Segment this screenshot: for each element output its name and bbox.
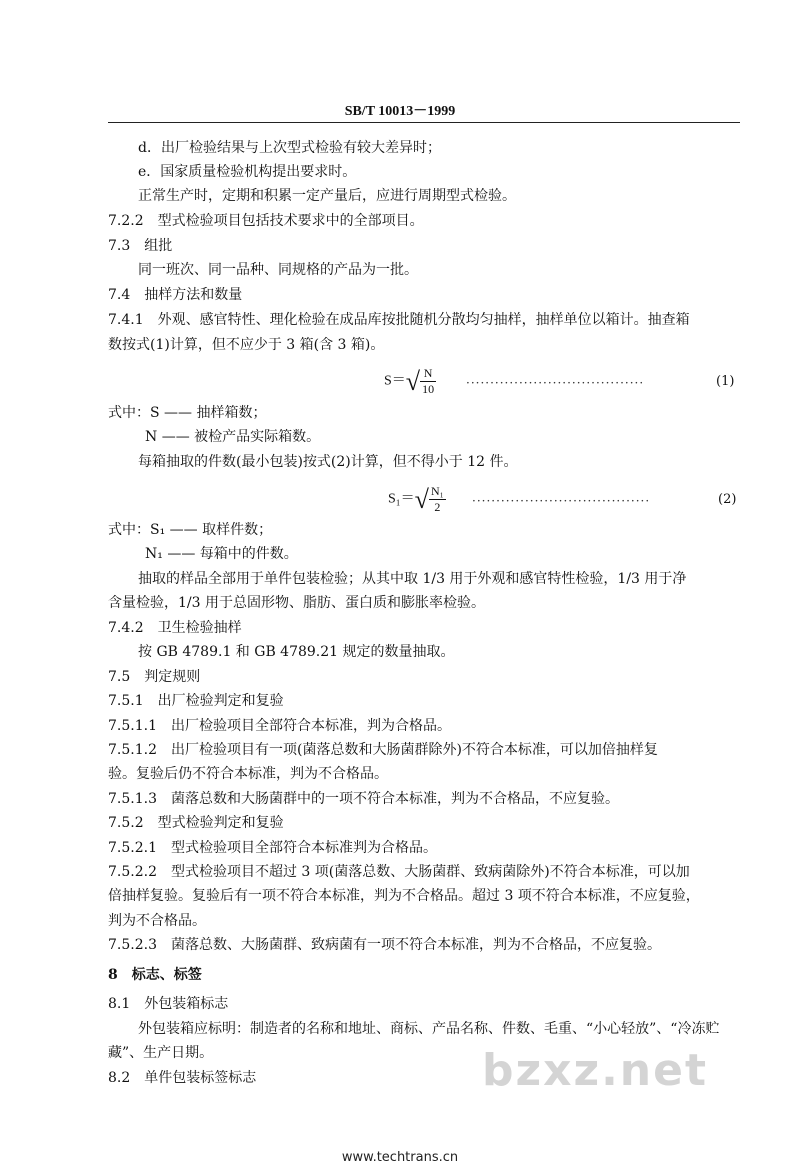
clause-7-5-2-3: 7.5.2.3 菌落总数、大肠菌群、致病菌有一项不符合本标准，判为不合格品，不应复验。 xyxy=(108,937,661,953)
text-line: 每箱抽取的件数(最小包装)按式(2)计算，但不得小于 12 件。 xyxy=(138,454,518,470)
text-line: N —— 被检产品实际箱数。 xyxy=(145,429,321,445)
formula-2-numerator: N₁ xyxy=(430,484,444,498)
clause-8-1-heading: 8.1 外包装箱标志 xyxy=(108,996,229,1012)
clause-7-5-2-1: 7.5.2.1 型式检验项目全部符合本标准判为合格品。 xyxy=(108,840,437,856)
clause-7-5-1-1: 7.5.1.1 出厂检验项目全部符合本标准，判为合格品。 xyxy=(108,718,451,734)
leader-dots: ····································· xyxy=(466,376,645,390)
watermark: bzxz.net xyxy=(482,1045,709,1096)
clause-7-4-1: 7.4.1 外观、感官特性、理化检验在成品库按批随机分散均匀抽样，抽样单位以箱计。抽查箱 xyxy=(108,312,690,328)
text-line: 判为不合格品。 xyxy=(108,913,206,929)
clause-7-5-1: 7.5.1 出厂检验判定和复验 xyxy=(108,693,284,709)
text-line: e．国家质量检验机构提出要求时。 xyxy=(138,164,357,180)
formula-1-numerator: N xyxy=(420,366,436,382)
text-line: d．出厂检验结果与上次型式检验有较大差异时； xyxy=(138,140,441,156)
clause-7-2-2: 7.2.2 型式检验项目包括技术要求中的全部项目。 xyxy=(108,213,424,229)
text-line: 式中：S₁ —— 取样件数； xyxy=(108,522,273,538)
clause-7-4-2: 7.4.2 卫生检验抽样 xyxy=(108,620,242,636)
sqrt-symbol: √ xyxy=(414,484,429,514)
standard-code-header: SB/T 10013－1999 xyxy=(344,104,456,119)
formula-2-lhs: S₁＝ xyxy=(388,491,415,507)
clause-7-5-1-3: 7.5.1.3 菌落总数和大肠菌群中的一项不符合本标准，判为不合格品，不应复验。 xyxy=(108,791,619,807)
formula-1-denominator: 10 xyxy=(422,382,435,396)
formula-2-denominator: 2 xyxy=(434,500,441,514)
clause-7-5-1-2: 7.5.1.2 出厂检验项目有一项(菌落总数和大肠菌群除外)不符合本标准，可以加倍抽样复 xyxy=(108,742,658,758)
clause-7-3-heading: 7.3 组批 xyxy=(108,238,173,254)
text-line: 倍抽样复验。复验后有一项不符合本标准，判为不合格品。超过 3 项不符合本标准，不应复验， xyxy=(108,888,700,904)
text-line: 数按式(1)计算，但不应少于 3 箱(含 3 箱)。 xyxy=(108,337,385,353)
clause-7-5-2-2: 7.5.2.2 型式检验项目不超过 3 项(菌落总数、大肠菌群、致病菌除外)不符合本标准，可以加 xyxy=(108,864,690,880)
text-line: 含量检验，1/3 用于总固形物、脂肪、蛋白质和膨胀率检验。 xyxy=(108,595,485,611)
formula-2-fraction xyxy=(429,484,446,515)
text-line: 藏”、生产日期。 xyxy=(108,1045,214,1061)
sqrt-symbol: √ xyxy=(405,366,421,396)
text-line: 抽取的样品全部用于单件包装检验；从其中取 1/3 用于外观和感官特性检验，1/3 用于净 xyxy=(138,571,687,587)
formula-1-fraction xyxy=(420,366,436,397)
text-line: 外包装箱应标明：制造者的名称和地址、商标、产品名称、件数、毛重、“小心轻放”、“冷冻贮 xyxy=(138,1021,720,1037)
clause-7-5-2: 7.5.2 型式检验判定和复验 xyxy=(108,815,284,831)
formula-1 xyxy=(384,366,436,397)
formula-2 xyxy=(388,484,446,515)
header-rule xyxy=(108,122,740,123)
text-line: 正常生产时，定期和积累一定产量后，应进行周期型式检验。 xyxy=(138,188,516,204)
footer-url: www.techtrans.cn xyxy=(341,1150,459,1165)
formula-1-lhs: S＝ xyxy=(384,373,406,389)
text-line: 同一班次、同一品种、同规格的产品为一批。 xyxy=(138,262,418,278)
leader-dots: ····································· xyxy=(472,494,651,508)
clause-7-5-heading: 7.5 判定规则 xyxy=(108,669,201,685)
clause-8-2-heading: 8.2 单件包装标签标志 xyxy=(108,1070,257,1086)
formula-1-number: (1) xyxy=(716,374,735,389)
formula-2-number: (2) xyxy=(718,492,737,507)
text-line: 验。复验后仍不符合本标准，判为不合格品。 xyxy=(108,766,388,782)
text-line: N₁ —— 每箱中的件数。 xyxy=(145,546,298,562)
clause-7-4-heading: 7.4 抽样方法和数量 xyxy=(108,287,243,303)
text-line: 式中：S —— 抽样箱数； xyxy=(108,405,267,421)
text-line: 按 GB 4789.1 和 GB 4789.21 规定的数量抽取。 xyxy=(138,644,455,660)
section-8-heading: 8 标志、标签 xyxy=(108,967,202,983)
